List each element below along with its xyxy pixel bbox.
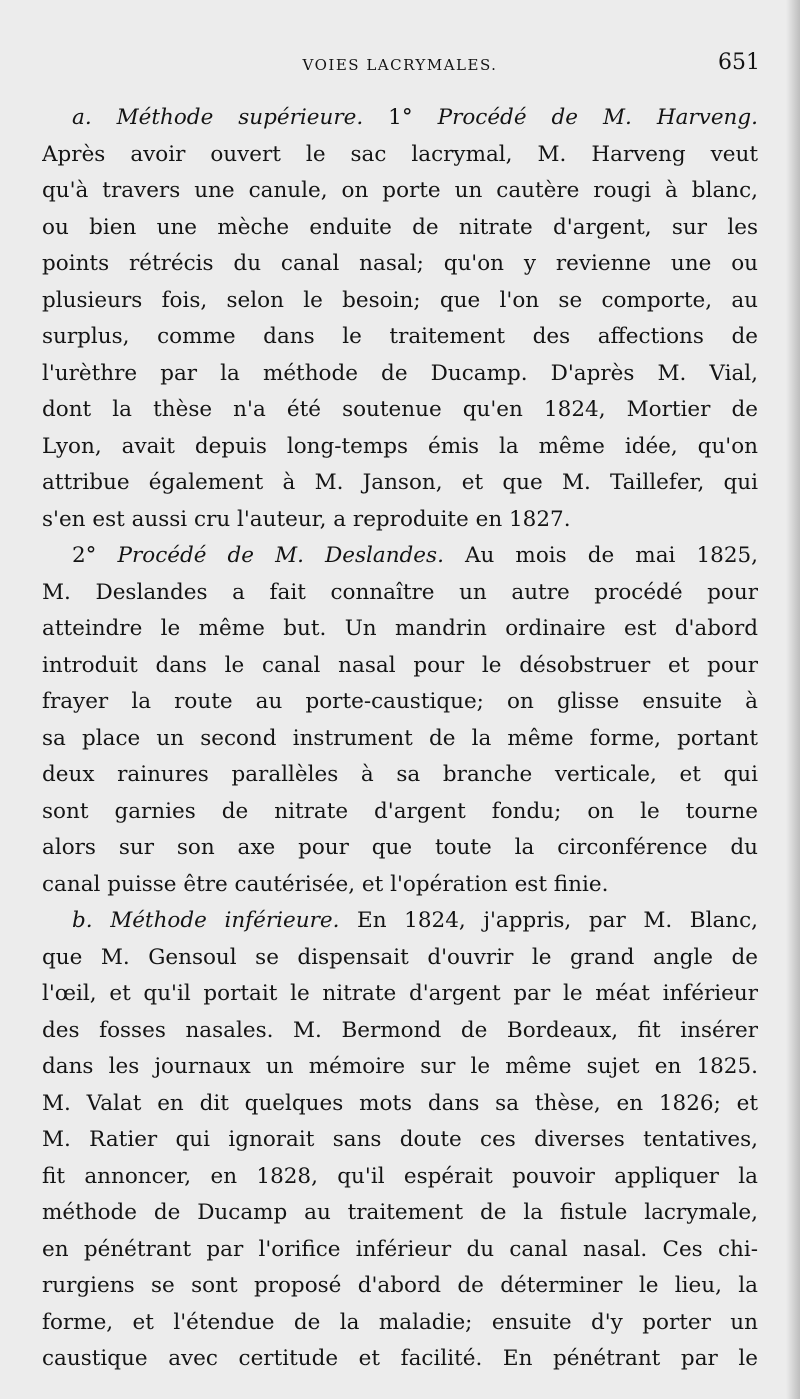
text-span: En 1824, j'appris, par M. Blanc,: [339, 908, 758, 933]
text-line: Après avoir ouvert le sac lacrymal, M. Harveng veut: [42, 141, 758, 167]
text-line: l'œil, et qu'il portait le nitrate d'argent par le méat inférieur: [42, 981, 758, 1006]
text-line: méthode de Ducamp au traitement de la fistule lacrymale,: [42, 1200, 758, 1225]
page-edge-shadow: [786, 0, 800, 1399]
text-line: M. Valat en dit quelques mots dans sa thèse, en 1826; et: [42, 1090, 758, 1116]
text-span: Au mois de mai 1825,: [443, 543, 758, 568]
text-line: que M. Gensoul se dispensait d'ouvrir le grand angle de: [42, 944, 758, 970]
text-line: qu'à travers une canule, on porte un cautère rougi à blanc,: [42, 178, 758, 203]
text-line: alors sur son axe pour que toute la circonférence du: [42, 835, 758, 860]
text-line: Lyon, avait depuis long-temps émis la même idée, qu'on: [42, 433, 758, 459]
text-line: forme, et l'étendue de la maladie; ensuite d'y porter un: [42, 1309, 758, 1335]
text-line: s'en est aussi cru l'auteur, a reproduite en 1827.: [42, 506, 571, 532]
running-head: [40, 50, 760, 80]
text-line: [42, 100, 758, 137]
text-line: atteindre le même but. Un mandrin ordinaire est d'abord: [42, 616, 758, 641]
text-line: plusieurs fois, selon le besoin; que l'on se comporte, au: [42, 287, 758, 313]
section-heading: a. Méthode supérieure.: [72, 105, 364, 130]
text-line: M. Deslandes a fait connaître un autre procédé pour: [42, 579, 758, 605]
running-head-title: VOIES LACRYMALES.: [302, 56, 498, 74]
page-number: 651: [718, 50, 760, 75]
text-line: points rétrécis du canal nasal; qu'on y revienne une ou: [42, 251, 758, 276]
text-line: dont la thèse n'a été soutenue qu'en 1824, Mortier de: [42, 397, 758, 422]
text-line: [42, 903, 758, 940]
text-line: attribue également à M. Janson, et que M. Taillefer, qui: [42, 470, 758, 495]
text-line: [42, 538, 758, 575]
procedure-heading: Procédé de M. Harveng.: [437, 105, 758, 130]
text-line: introduit dans le canal nasal pour le désobstruer et pour: [42, 652, 758, 678]
text-line: deux rainures parallèles à sa branche verticale, et qui: [42, 762, 758, 787]
text-line: des fosses nasales. M. Bermond de Bordeaux, fit insérer: [42, 1017, 758, 1043]
text-line: l'urèthre par la méthode de Ducamp. D'après M. Vial,: [42, 360, 758, 386]
text-line: sont garnies de nitrate d'argent fondu; on le tourne: [42, 798, 758, 824]
text-line: fit annoncer, en 1828, qu'il espérait pouvoir appliquer la: [42, 1163, 758, 1189]
text-line: canal puisse être cautérisée, et l'opération est finie.: [42, 871, 609, 897]
text-line: ou bien une mèche enduite de nitrate d'argent, sur les: [42, 214, 758, 240]
text-span: 1°: [363, 105, 438, 130]
section-heading: b. Méthode inférieure.: [72, 908, 340, 933]
text-line: M. Ratier qui ignorait sans doute ces diverses tentatives,: [42, 1127, 758, 1152]
text-line: en pénétrant par l'orifice inférieur du canal nasal. Ces chi-: [42, 1236, 758, 1262]
text-line: surplus, comme dans le traitement des affections de: [42, 324, 758, 349]
text-span: 2°: [72, 543, 118, 568]
text-line: frayer la route au porte-caustique; on glisse ensuite à: [42, 689, 758, 714]
text-line: sa place un second instrument de la même forme, portant: [42, 725, 758, 751]
procedure-heading: Procédé de M. Deslandes.: [117, 543, 444, 568]
text-line: dans les journaux un mémoire sur le même sujet en 1825.: [42, 1054, 758, 1079]
text-line: rurgiens se sont proposé d'abord de déterminer le lieu, la: [42, 1273, 758, 1298]
text-line: caustique avec certitude et facilité. En pénétrant par le: [42, 1346, 758, 1371]
body-text: [42, 100, 758, 1378]
